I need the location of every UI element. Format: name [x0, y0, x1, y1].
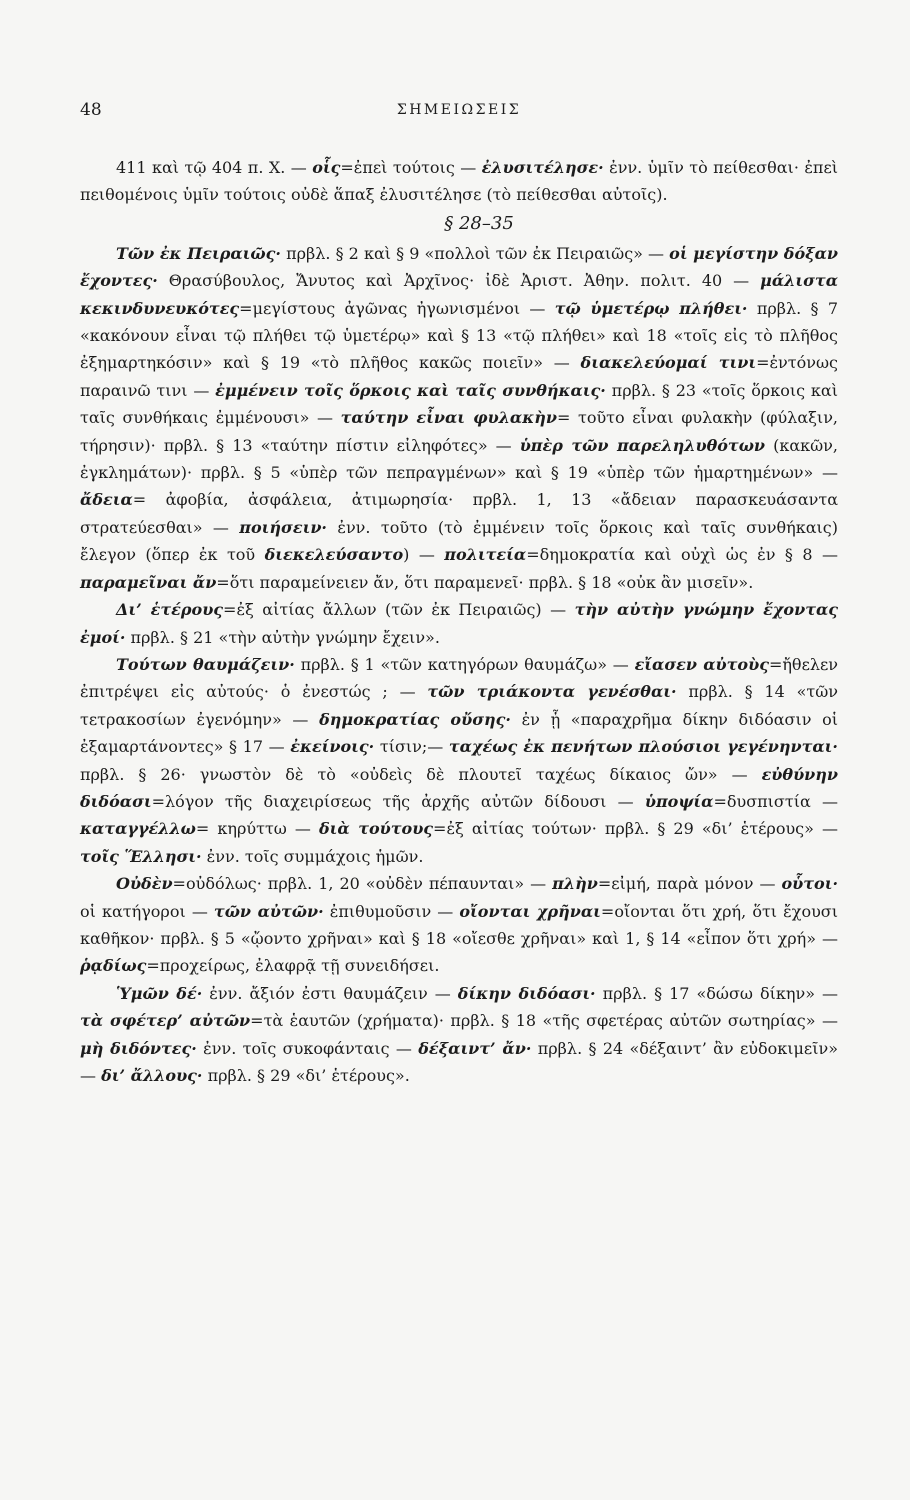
lemma: Τούτων θαυμάζειν·: [116, 654, 295, 674]
lemma: μὴ διδόντες·: [80, 1038, 197, 1058]
lemma: τοῖς Ἕλλησι·: [80, 846, 202, 866]
lemma: τὴν αὐτὴν γνώμην ἔχοντας ἐμοί·: [80, 600, 839, 647]
note-paragraph: Δι’ ἑτέρους=ἐξ αἰτίας ἄλλων (τῶν ἐκ Πειραιῶς) — τὴν αὐτὴν γνώμην ἔχοντας ἐμοί· πρβλ. § 21 «τὴν αὐτὴν γνώμην ἔχειν».: [80, 600, 839, 647]
lemma: ἐκείνοις·: [290, 737, 375, 757]
lemma: τῶν τριάκοντα γενέσθαι·: [427, 682, 677, 702]
notes-body: [80, 154, 838, 1089]
running-title: ΣΗΜΕΙΩΣΕΙΣ: [396, 102, 522, 118]
lemma: ταχέως ἐκ πενήτων πλούσιοι γεγένηνται·: [448, 737, 838, 757]
lemma: διακελεύομαί τινι: [580, 353, 757, 373]
lemma: δημοκρατίας οὔσης·: [319, 709, 511, 729]
lemma: οἱ μεγίστην δόξαν ἔχοντες·: [80, 243, 839, 291]
lemma: ὑπὲρ τῶν παρεληλυθότων: [519, 435, 766, 455]
lemma: οἴονται χρῆναι: [459, 901, 601, 921]
lemma: πλὴν: [552, 874, 598, 894]
lemma: παραμεῖναι ἄν: [80, 572, 217, 592]
note-paragraph: Τῶν ἐκ Πειραιῶς· πρβλ. § 2 καὶ § 9 «πολλοὶ τῶν ἐκ Πειραιῶς» — οἱ μεγίστην δόξαν ἔχοντες· Θρασύβουλος, Ἄνυτος καὶ Ἀρχῖνος· ἰδὲ Ἀριστ. Ἀθην. πολιτ. 40 — μάλιστα κεκινδυνευκότες=μεγίστους ἀγῶνας ἠγωνισμένοι — τῷ ὑμετέρῳ πλήθει· πρβλ. § 7 «κακόνουν εἶναι τῷ πλήθει τῷ ὑμετέρῳ» καὶ § 13 «τῷ πλήθει» καὶ 18 «τοῖς εἰς τὸ πλῆθος ἐξημαρτηκόσιν» καὶ § 19 «τὸ πλῆθος κακῶς ποιεῖν» — διακελεύομαί τινι=ἐντόνως παραινῶ τινι — ἐμμένειν τοῖς ὅρκοις καὶ ταῖς συνθήκαις· πρβλ. § 23 «τοῖς ὅρκοις καὶ ταῖς συνθήκαις ἐμμένουσι» — ταύτην εἶναι φυλακὴν= τοῦτο εἶναι φυλακὴν (φύλαξιν, τήρησιν)· πρβλ. § 13 «ταύτην πίστιν εἰληφότες» — ὑπὲρ τῶν παρεληλυθότων (κακῶν, ἐγκλημάτων)· πρβλ. § 5 «ὑπὲρ τῶν πεπραγμένων» καὶ § 19 «ὑπὲρ τῶν ἡμαρτημένων» — ἄδεια= ἀφοβία, ἀσφάλεια, ἀτιμωρησία· πρβλ. 1, 13 «ἄδειαν παρασκευάσαντα στρατεύεσθαι» — ποιήσειν· ἐνν. τοῦτο (τὸ ἐμμένειν τοῖς ὅρκοις καὶ ταῖς συνθήκαις) ἔλεγον (ὅπερ ἐκ τοῦ διεκελεύσαντο) — πολιτεία=δημοκρατία καὶ οὐχὶ ὡς ἐν § 8 — παραμεῖναι ἄν=ὅτι παραμείνειεν ἄν, ὅτι παραμενεῖ· πρβλ. § 18 «οὐκ ἂν μισεῖν».: [80, 243, 839, 592]
lemma: Ὑμῶν δέ·: [116, 983, 203, 1003]
lemma: ἐμμένειν τοῖς ὅρκοις καὶ ταῖς συνθήκαις·: [215, 380, 606, 400]
page-header: [80, 100, 838, 124]
lemma: καταγγέλλω: [80, 819, 196, 839]
lemma: πολιτεία: [444, 545, 527, 565]
lemma: τὰ σφέτερ’ αὐτῶν: [80, 1011, 251, 1031]
lemma: τῶν αὐτῶν·: [213, 901, 324, 921]
lemma: οἷς: [312, 158, 341, 177]
lemma: εὐθύνην διδόασι: [80, 764, 838, 811]
lemma: οὗτοι·: [781, 874, 839, 894]
lemma: δέξαιντ’ ἄν·: [418, 1038, 532, 1058]
lemma: μάλιστα κεκινδυνευκότες: [80, 271, 838, 318]
note-paragraph: Τούτων θαυμάζειν· πρβλ. § 1 «τῶν κατηγόρων θαυμάζω» — εἴασεν αὐτοὺς=ἤθελεν ἐπιτρέψει εἰς αὐτούς· ὁ ἐνεστώς ; — τῶν τριάκοντα γενέσθαι· πρβλ. § 14 «τῶν τετρακοσίων ἐγενόμην» — δημοκρατίας οὔσης· ἐν ᾗ «παραχρῆμα δίκην διδόασιν οἱ ἐξαμαρτάνοντες» § 17 — ἐκείνοις· τίσιν;— ταχέως ἐκ πενήτων πλούσιοι γεγένηνται· πρβλ. § 26· γνωστὸν δὲ τὸ «οὐδεὶς δὲ πλουτεῖ ταχέως δίκαιος ὤν» — εὐθύνην διδόασι=λόγον τῆς διαχειρίσεως τῆς ἀρχῆς αὐτῶν δίδουσι — ὑποψία=δυσπιστία — καταγγέλλω= κηρύττω — διὰ τούτους=ἐξ αἰτίας τούτων· πρβλ. § 29 «δι’ ἑτέρους» — τοῖς Ἕλλησι· ἐνν. τοῖς συμμάχοις ἡμῶν.: [80, 654, 839, 866]
lemma: ἄδεια: [80, 490, 133, 510]
lemma: διεκελεύσαντο: [264, 545, 404, 565]
page-number: 48: [80, 100, 102, 120]
section-heading: § 28–35: [444, 212, 514, 234]
note-paragraph: Ὑμῶν δέ· ἐνν. ἄξιόν ἐστι θαυμάζειν — δίκην διδόασι· πρβλ. § 17 «δώσω δίκην» — τὰ σφέτερ’ αὐτῶν=τὰ ἑαυτῶν (χρήματα)· πρβλ. § 18 «τῆς σφετέρας αὐτῶν σωτηρίας» — μὴ διδόντες· ἐνν. τοῖς συκοφάνταις — δέξαιντ’ ἄν· πρβλ. § 24 «δέξαιντ’ ἂν εὐδοκιμεῖν» — δι’ ἄλλους· πρβλ. § 29 «δι’ ἑτέρους».: [80, 983, 839, 1085]
lemma: ταύτην εἶναι φυλακὴν: [340, 408, 557, 428]
lemma: ὑποψία: [644, 791, 714, 811]
lemma: δι’ ἄλλους·: [101, 1066, 203, 1085]
lemma: δίκην διδόασι·: [457, 983, 596, 1003]
lemma: εἴασεν αὐτοὺς: [634, 654, 769, 674]
note-paragraph: Οὐδὲν=οὐδόλως· πρβλ. 1, 20 «οὐδὲν πέπαυνται» — πλὴν=εἰμή, παρὰ μόνον — οὗτοι· οἱ κατήγοροι — τῶν αὐτῶν· ἐπιθυμοῦσιν — οἴονται χρῆναι=οἴονται ὅτι χρή, ὅτι ἔχουσι καθῆκον· πρβλ. § 5 «ᾤοντο χρῆναι» καὶ § 18 «οἴεσθε χρῆναι» καὶ 1, § 14 «εἶπον ὅτι χρή» — ῥᾳδίως=προχείρως, ἐλαφρᾷ τῇ συνειδήσει.: [80, 874, 839, 976]
lemma: Δι’ ἑτέρους: [116, 600, 224, 620]
note-paragraph: 411 καὶ τῷ 404 π. Χ. — οἷς=ἐπεὶ τούτοις — ἐλυσιτέλησε· ἐνν. ὑμῖν τὸ πείθεσθαι· ἐπεὶ πειθομένοις ὑμῖν τούτοις οὐδὲ ἅπαξ ἐλυσιτέλησε (τὸ πείθεσθαι αὐτοῖς).: [80, 158, 839, 205]
lemma: Οὐδὲν: [116, 874, 173, 894]
lemma: Τῶν ἐκ Πειραιῶς·: [116, 243, 281, 263]
book-page: [80, 100, 838, 1089]
lemma: ποιήσειν·: [239, 517, 327, 537]
lemma: τῷ ὑμετέρῳ πλήθει·: [554, 298, 748, 318]
lemma: ἐλυσιτέλησε·: [481, 158, 604, 177]
lemma: ῥᾳδίως: [80, 956, 147, 976]
lemma: διὰ τούτους: [318, 819, 434, 839]
